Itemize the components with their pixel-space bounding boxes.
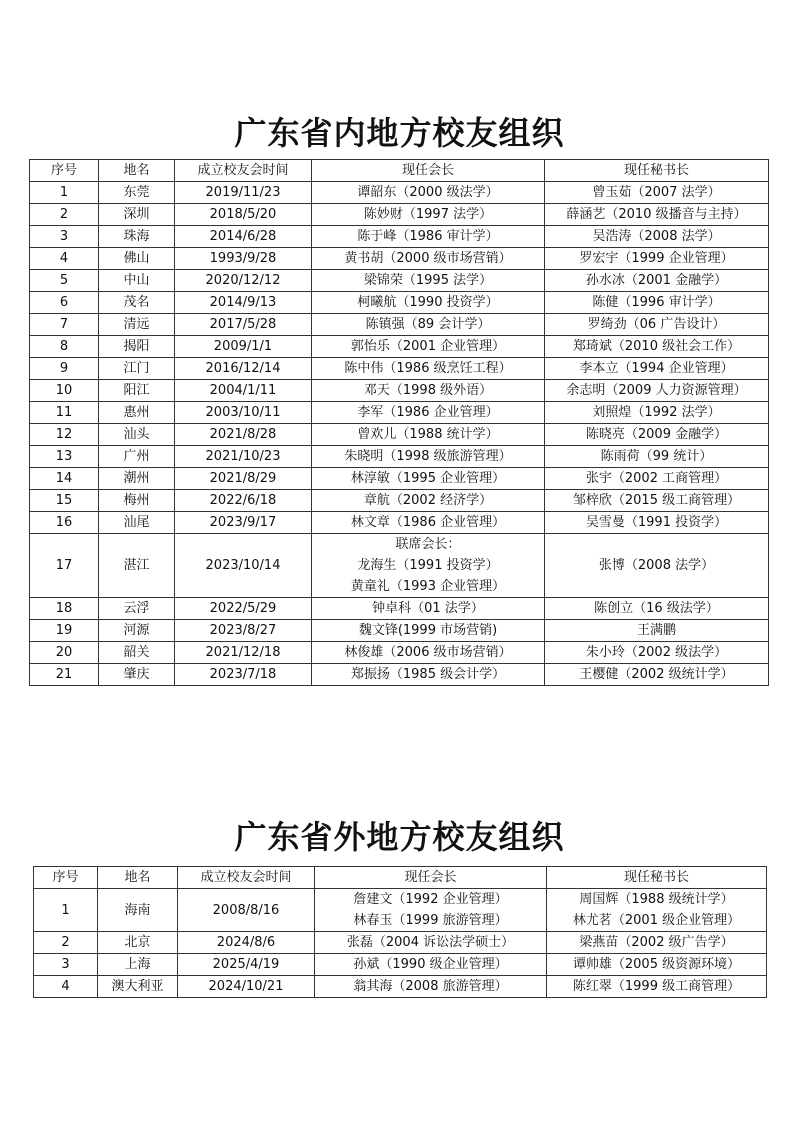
- president-cell: [312, 380, 545, 402]
- secretary-cell: [545, 446, 769, 468]
- president-line: 林文章（1986 企业管理）: [350, 515, 506, 530]
- president-line: 詹建文（1992 企业管理）: [353, 892, 508, 907]
- place-cell: 海南: [98, 889, 178, 932]
- president-cell: [312, 534, 545, 598]
- secretary-cell: [547, 889, 767, 932]
- secretary-cell: [545, 270, 769, 292]
- president-line: 黄童礼（1993 企业管理）: [350, 579, 506, 594]
- founded-date-cell: 1993/9/28: [175, 248, 312, 270]
- secretary-line: 王满鹏: [636, 623, 676, 638]
- president-cell: [315, 932, 547, 954]
- secretary-line: 王樱健（2002 级统计学）: [579, 667, 734, 682]
- secretary-line: 郑琦斌（2010 级社会工作）: [572, 339, 741, 354]
- founded-date-cell: 2014/9/13: [175, 292, 312, 314]
- secretary-line: 谭帅雄（2005 级资源环境）: [572, 957, 741, 972]
- place-cell: 茂名: [99, 292, 175, 314]
- table-row: [34, 932, 767, 954]
- table-row: [30, 226, 769, 248]
- founded-date-cell: 2021/8/28: [175, 424, 312, 446]
- table-row: [30, 336, 769, 358]
- table-row: [30, 664, 769, 686]
- president-line: 陈于峰（1986 审计学）: [357, 229, 499, 244]
- table-row: [30, 314, 769, 336]
- place-cell: 中山: [99, 270, 175, 292]
- secretary-cell: [545, 620, 769, 642]
- row-number-cell: 4: [30, 248, 99, 270]
- secretary-line: 吴雪曼（1991 投资学）: [585, 515, 728, 530]
- founded-date-cell: 2008/8/16: [178, 889, 315, 932]
- president-line: 魏文锋(1999 市场营销): [358, 623, 498, 638]
- secretary-line: 罗宏宇（1999 企业管理）: [579, 251, 734, 266]
- president-line: 张磊（2004 诉讼法学硕士）: [346, 935, 515, 950]
- row-number-cell: 12: [30, 424, 99, 446]
- president-cell: [312, 598, 545, 620]
- table-row: [30, 512, 769, 534]
- place-cell: 深圳: [99, 204, 175, 226]
- row-number-cell: 8: [30, 336, 99, 358]
- president-line: 翁其海（2008 旅游管理）: [353, 979, 508, 994]
- table-row: [30, 534, 769, 598]
- row-number-cell: 9: [30, 358, 99, 380]
- founded-date-cell: 2025/4/19: [178, 954, 315, 976]
- row-number-cell: 11: [30, 402, 99, 424]
- secretary-cell: [545, 642, 769, 664]
- president-line: 陈中伟（1986 级烹饪工程）: [344, 361, 512, 376]
- place-cell: 潮州: [99, 468, 175, 490]
- column-header: 现任秘书长: [547, 867, 767, 889]
- president-line: 林俊雄（2006 级市场营销）: [344, 645, 512, 660]
- place-cell: 佛山: [99, 248, 175, 270]
- place-cell: 澳大利亚: [98, 976, 178, 998]
- president-cell: [312, 314, 545, 336]
- place-cell: 珠海: [99, 226, 175, 248]
- president-cell: [312, 292, 545, 314]
- secretary-cell: [545, 490, 769, 512]
- row-number-cell: 5: [30, 270, 99, 292]
- table-row: [30, 424, 769, 446]
- president-cell: [312, 468, 545, 490]
- secretary-line: 李本立（1994 企业管理）: [579, 361, 734, 376]
- president-cell: [312, 270, 545, 292]
- row-number-cell: 7: [30, 314, 99, 336]
- founded-date-cell: 2021/8/29: [175, 468, 312, 490]
- president-cell: [315, 954, 547, 976]
- row-number-cell: 3: [30, 226, 99, 248]
- row-number-cell: 1: [34, 889, 98, 932]
- president-cell: [315, 976, 547, 998]
- column-header: 现任会长: [315, 867, 547, 889]
- place-cell: 韶关: [99, 642, 175, 664]
- table-header-row: [34, 867, 767, 889]
- section-title-out-province: 广东省外地方校友组织: [234, 818, 565, 856]
- row-number-cell: 3: [34, 954, 98, 976]
- place-cell: 河源: [99, 620, 175, 642]
- place-cell: 广州: [99, 446, 175, 468]
- president-line: 朱晓明（1998 级旅游管理）: [344, 449, 512, 464]
- president-cell: [315, 889, 547, 932]
- table-row: [30, 642, 769, 664]
- president-line: 林春玉（1999 旅游管理）: [353, 913, 508, 928]
- secretary-line: 陈创立（16 级法学）: [594, 601, 719, 616]
- president-line: 郑振扬（1985 级会计学）: [350, 667, 506, 682]
- table-row: [34, 954, 767, 976]
- president-cell: [312, 490, 545, 512]
- founded-date-cell: 2023/9/17: [175, 512, 312, 534]
- president-cell: [312, 664, 545, 686]
- secretary-line: 孙水冰（2001 金融学）: [585, 273, 728, 288]
- president-line: 郭怡乐（2001 企业管理）: [350, 339, 506, 354]
- place-cell: 云浮: [99, 598, 175, 620]
- secretary-line: 陈健（1996 审计学）: [592, 295, 721, 310]
- secretary-cell: [545, 204, 769, 226]
- secretary-line: 曾玉茹（2007 法学）: [592, 185, 721, 200]
- secretary-cell: [545, 512, 769, 534]
- founded-date-cell: 2019/11/23: [175, 182, 312, 204]
- president-line: 邓天（1998 级外语）: [363, 383, 493, 398]
- table-row: [30, 204, 769, 226]
- row-number-cell: 14: [30, 468, 99, 490]
- column-header: 序号: [30, 160, 99, 182]
- founded-date-cell: 2023/7/18: [175, 664, 312, 686]
- secretary-cell: [545, 380, 769, 402]
- place-cell: 梅州: [99, 490, 175, 512]
- president-line: 联席会长：: [395, 537, 461, 552]
- secretary-line: 余志明（2009 人力资源管理）: [566, 383, 747, 398]
- founded-date-cell: 2016/12/14: [175, 358, 312, 380]
- founded-date-cell: 2023/8/27: [175, 620, 312, 642]
- row-number-cell: 17: [30, 534, 99, 598]
- table-row: [34, 976, 767, 998]
- section-title-in-province: 广东省内地方校友组织: [234, 114, 565, 152]
- secretary-cell: [547, 976, 767, 998]
- secretary-line: 陈红翠（1999 级工商管理）: [572, 979, 741, 994]
- president-cell: [312, 248, 545, 270]
- row-number-cell: 1: [30, 182, 99, 204]
- place-cell: 揭阳: [99, 336, 175, 358]
- president-line: 谭韶东（2000 级法学）: [357, 185, 499, 200]
- place-cell: 汕尾: [99, 512, 175, 534]
- secretary-cell: [545, 292, 769, 314]
- president-cell: [312, 336, 545, 358]
- founded-date-cell: 2004/1/11: [175, 380, 312, 402]
- table-header-row: [30, 160, 769, 182]
- president-line: 陈妙财（1997 法学）: [363, 207, 493, 222]
- president-line: 柯曦航（1990 投资学）: [357, 295, 499, 310]
- founded-date-cell: 2014/6/28: [175, 226, 312, 248]
- president-cell: [312, 182, 545, 204]
- president-line: 孙斌（1990 级企业管理）: [353, 957, 508, 972]
- founded-date-cell: 2023/10/14: [175, 534, 312, 598]
- column-header: 成立校友会时间: [178, 867, 315, 889]
- secretary-line: 陈雨荷（99 统计）: [600, 449, 713, 464]
- secretary-cell: [545, 598, 769, 620]
- president-cell: [312, 424, 545, 446]
- secretary-cell: [545, 534, 769, 598]
- president-cell: [312, 204, 545, 226]
- president-cell: [312, 446, 545, 468]
- secretary-line: 梁燕苗（2002 级广告学）: [579, 935, 734, 950]
- founded-date-cell: 2017/5/28: [175, 314, 312, 336]
- president-line: 黄书胡（2000 级市场营销）: [344, 251, 512, 266]
- place-cell: 湛江: [99, 534, 175, 598]
- secretary-cell: [545, 424, 769, 446]
- secretary-cell: [547, 932, 767, 954]
- table-row: [30, 446, 769, 468]
- secretary-cell: [545, 314, 769, 336]
- table-row: [30, 490, 769, 512]
- alumni-table-out-province: [33, 866, 767, 998]
- president-cell: [312, 402, 545, 424]
- secretary-line: 吴浩涛（2008 法学）: [592, 229, 721, 244]
- secretary-line: 邹梓欣（2015 级工商管理）: [572, 493, 741, 508]
- table-row: [30, 292, 769, 314]
- president-line: 钟卓科（01 法学）: [372, 601, 484, 616]
- row-number-cell: 4: [34, 976, 98, 998]
- table-row: [30, 248, 769, 270]
- row-number-cell: 2: [34, 932, 98, 954]
- founded-date-cell: 2020/12/12: [175, 270, 312, 292]
- secretary-cell: [545, 336, 769, 358]
- column-header: 地名: [99, 160, 175, 182]
- founded-date-cell: 2003/10/11: [175, 402, 312, 424]
- secretary-cell: [545, 226, 769, 248]
- column-header: 成立校友会时间: [175, 160, 312, 182]
- founded-date-cell: 2022/5/29: [175, 598, 312, 620]
- president-line: 章航（2002 经济学）: [363, 493, 493, 508]
- founded-date-cell: 2024/8/6: [178, 932, 315, 954]
- president-line: 龙海生（1991 投资学）: [357, 558, 499, 573]
- row-number-cell: 20: [30, 642, 99, 664]
- secretary-line: 薛涵艺（2010 级播音与主持）: [566, 207, 747, 222]
- secretary-line: 陈晓亮（2009 金融学）: [585, 427, 728, 442]
- founded-date-cell: 2022/6/18: [175, 490, 312, 512]
- row-number-cell: 10: [30, 380, 99, 402]
- table-row: [30, 468, 769, 490]
- president-line: 梁锦荣（1995 法学）: [363, 273, 493, 288]
- table-row: [30, 598, 769, 620]
- table-row: [30, 402, 769, 424]
- secretary-line: 罗绮劲（06 广告设计）: [587, 317, 726, 332]
- secretary-cell: [545, 248, 769, 270]
- place-cell: 江门: [99, 358, 175, 380]
- secretary-line: 刘照煌（1992 法学）: [592, 405, 721, 420]
- secretary-cell: [545, 182, 769, 204]
- table-row: [30, 620, 769, 642]
- secretary-line: 周国辉（1988 级统计学）: [579, 892, 734, 907]
- column-header: 现任会长: [312, 160, 545, 182]
- secretary-line: 朱小玲（2002 级法学）: [585, 645, 728, 660]
- secretary-cell: [545, 664, 769, 686]
- table-row: [30, 358, 769, 380]
- president-cell: [312, 620, 545, 642]
- table-row: [34, 889, 767, 932]
- president-line: 李军（1986 企业管理）: [357, 405, 499, 420]
- founded-date-cell: 2018/5/20: [175, 204, 312, 226]
- president-cell: [312, 642, 545, 664]
- table-row: [30, 270, 769, 292]
- secretary-line: 林尤茗（2001 级企业管理）: [572, 913, 741, 928]
- secretary-cell: [547, 954, 767, 976]
- secretary-cell: [545, 468, 769, 490]
- row-number-cell: 16: [30, 512, 99, 534]
- table-row: [30, 182, 769, 204]
- president-line: 陈镇强（89 会计学）: [365, 317, 491, 332]
- president-cell: [312, 512, 545, 534]
- place-cell: 汕头: [99, 424, 175, 446]
- place-cell: 清远: [99, 314, 175, 336]
- row-number-cell: 18: [30, 598, 99, 620]
- president-line: 林淳敏（1995 企业管理）: [350, 471, 506, 486]
- secretary-line: 张宇（2002 工商管理）: [585, 471, 728, 486]
- place-cell: 上海: [98, 954, 178, 976]
- secretary-cell: [545, 358, 769, 380]
- alumni-table-in-province: [29, 159, 769, 686]
- place-cell: 阳江: [99, 380, 175, 402]
- place-cell: 肇庆: [99, 664, 175, 686]
- row-number-cell: 19: [30, 620, 99, 642]
- row-number-cell: 15: [30, 490, 99, 512]
- founded-date-cell: 2021/12/18: [175, 642, 312, 664]
- president-line: 曾欢儿（1988 统计学）: [357, 427, 499, 442]
- secretary-line: 张博（2008 法学）: [598, 558, 715, 573]
- founded-date-cell: 2024/10/21: [178, 976, 315, 998]
- president-cell: [312, 226, 545, 248]
- row-number-cell: 6: [30, 292, 99, 314]
- founded-date-cell: 2009/1/1: [175, 336, 312, 358]
- table-row: [30, 380, 769, 402]
- column-header: 序号: [34, 867, 98, 889]
- row-number-cell: 21: [30, 664, 99, 686]
- place-cell: 东莞: [99, 182, 175, 204]
- secretary-cell: [545, 402, 769, 424]
- column-header: 现任秘书长: [545, 160, 769, 182]
- founded-date-cell: 2021/10/23: [175, 446, 312, 468]
- column-header: 地名: [98, 867, 178, 889]
- row-number-cell: 2: [30, 204, 99, 226]
- place-cell: 惠州: [99, 402, 175, 424]
- row-number-cell: 13: [30, 446, 99, 468]
- place-cell: 北京: [98, 932, 178, 954]
- president-cell: [312, 358, 545, 380]
